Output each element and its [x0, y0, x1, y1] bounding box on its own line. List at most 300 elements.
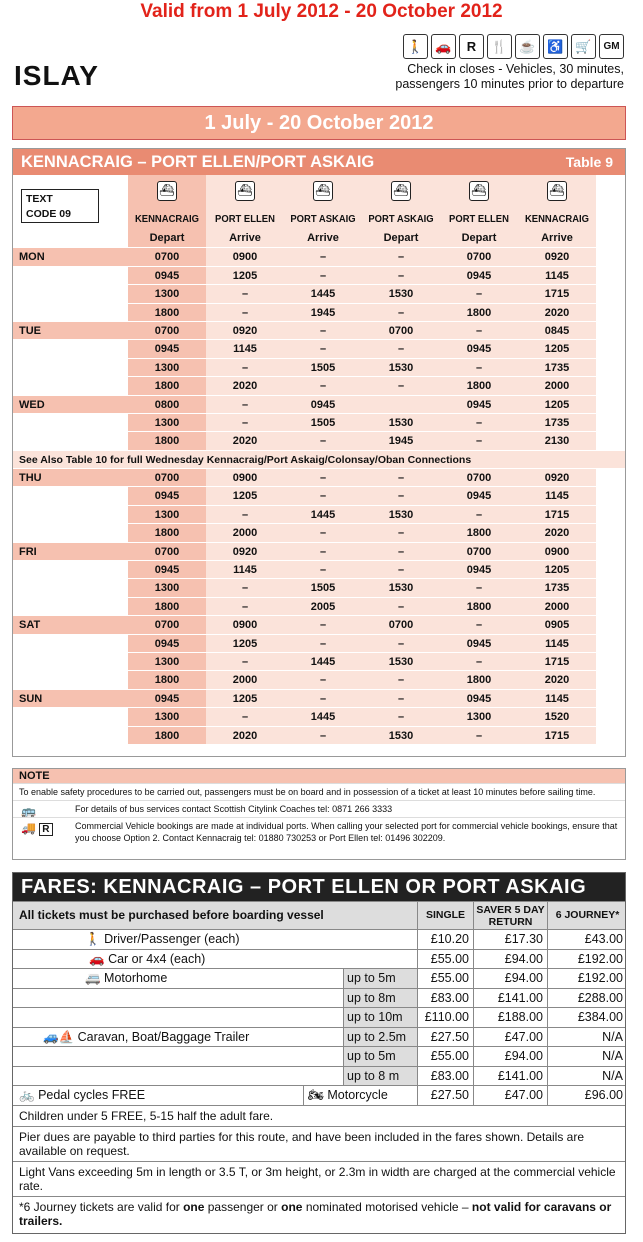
time-cell: 1445 [284, 708, 362, 725]
time-cell: 2020 [206, 377, 284, 394]
time-cell: 1800 [440, 598, 518, 615]
fare-row-motorcycle [13, 1085, 625, 1105]
timetable-row [13, 395, 625, 413]
day-cell [13, 414, 128, 431]
time-cell: 1300 [128, 708, 206, 725]
time-cell: 1800 [440, 524, 518, 541]
shop-icon: 🛒 [571, 34, 596, 59]
motorhome-group [13, 968, 625, 1027]
timetable-row [13, 468, 625, 486]
time-cell: 0900 [206, 469, 284, 486]
fare-saver: £188.00 [473, 1008, 547, 1027]
time-cell: 1445 [284, 653, 362, 670]
timetable-row [13, 578, 625, 596]
fare-size: up to 5m [343, 1047, 417, 1066]
pier-note: Pier dues are payable to third parties for this route, and have been included in the fares shown. Details are available on request. [13, 1126, 625, 1161]
fare-row-driver [13, 929, 625, 949]
time-cell: – [284, 248, 362, 265]
car-icon: 🚗 [89, 951, 105, 966]
time-cell: – [362, 248, 440, 265]
port-column-header [206, 175, 284, 229]
day-cell: WED [13, 396, 128, 413]
time-cell: 1800 [128, 727, 206, 744]
time-cell: 2000 [206, 671, 284, 688]
time-cell: – [284, 543, 362, 560]
time-cell: 0945 [440, 690, 518, 707]
time-cell: 1800 [128, 598, 206, 615]
fare-label [89, 950, 205, 969]
time-cell: 0700 [362, 322, 440, 339]
direction-label: Arrive [518, 229, 596, 247]
time-cell: 0700 [362, 616, 440, 633]
time-cell: – [206, 285, 284, 302]
fare-single: £110.00 [417, 1008, 473, 1027]
port-name: PORT ELLEN [215, 213, 275, 225]
day-cell [13, 671, 128, 688]
time-cell: 1715 [518, 653, 596, 670]
timetable-row [13, 303, 625, 321]
time-cell: 0700 [128, 543, 206, 560]
time-cell: – [284, 524, 362, 541]
day-cell: MON [13, 248, 128, 265]
direction-label: Arrive [284, 229, 362, 247]
wheelchair-icon: ♿ [543, 34, 568, 59]
time-cell: – [362, 304, 440, 321]
time-cell: 0700 [128, 616, 206, 633]
time-cell: 0700 [440, 543, 518, 560]
fare-six: £43.00 [547, 930, 627, 949]
fare-row-car [13, 949, 625, 969]
time-cell: 2020 [206, 727, 284, 744]
fare-six: £96.00 [547, 1086, 627, 1105]
time-cell: 0800 [128, 396, 206, 413]
ferry-icon: ⛴ [313, 181, 333, 201]
time-cell: 1205 [206, 635, 284, 652]
timetable-header [13, 149, 625, 175]
time-cell: 0945 [128, 340, 206, 357]
time-cell: 0920 [206, 322, 284, 339]
time-cell: – [362, 267, 440, 284]
walker-icon: 🚶 [85, 932, 101, 946]
text-code-line-1: TEXT [26, 193, 53, 205]
time-cell: – [206, 579, 284, 596]
passenger-icon: 🚶 [403, 34, 428, 59]
time-cell: 0945 [440, 340, 518, 357]
day-cell [13, 432, 128, 449]
time-cell: – [440, 285, 518, 302]
time-cell: – [284, 432, 362, 449]
time-cell: – [440, 432, 518, 449]
time-cell: – [284, 377, 362, 394]
time-cell: – [206, 708, 284, 725]
time-cell: – [206, 506, 284, 523]
validity-title: Valid from 1 July 2012 - 20 October 2012 [140, 1, 503, 22]
time-cell: 1800 [440, 377, 518, 394]
fare-six: N/A [547, 1028, 627, 1047]
time-cell: 1735 [518, 359, 596, 376]
notes-title: NOTE [13, 769, 625, 783]
time-cell: – [284, 469, 362, 486]
time-cell: – [362, 487, 440, 504]
time-cell: 1445 [284, 285, 362, 302]
time-cell: – [440, 653, 518, 670]
time-cell: 1530 [362, 359, 440, 376]
wednesday-note: See Also Table 10 for full Wednesday Kennacraig/Port Askaig/Colonsay/Oban Connections [13, 450, 625, 468]
time-cell: – [440, 579, 518, 596]
time-cell: 1530 [362, 285, 440, 302]
time-cell: 1505 [284, 579, 362, 596]
fare-six: N/A [547, 1047, 627, 1066]
time-cell: – [284, 267, 362, 284]
fare-saver: £47.00 [473, 1028, 547, 1047]
time-cell: – [206, 396, 284, 413]
facility-icons [403, 34, 624, 59]
fare-row-motorhome [13, 968, 625, 988]
time-cell: – [284, 727, 362, 744]
day-cell [13, 708, 128, 725]
fare-single: £55.00 [417, 969, 473, 988]
car-icon: 🚗 [431, 34, 456, 59]
time-cell: 0945 [440, 561, 518, 578]
fare-six: £384.00 [547, 1008, 627, 1027]
fare-single: £55.00 [417, 950, 473, 969]
port-name: PORT ELLEN [449, 213, 509, 225]
time-cell: – [206, 304, 284, 321]
time-cell: – [206, 598, 284, 615]
time-cell: 1800 [440, 304, 518, 321]
time-cell: – [362, 690, 440, 707]
time-cell: – [206, 359, 284, 376]
notes-box [12, 768, 626, 860]
timetable-row [13, 339, 625, 357]
time-cell: 1145 [206, 340, 284, 357]
time-cell: 2020 [518, 671, 596, 688]
port-column-header [284, 175, 362, 229]
day-cell: THU [13, 469, 128, 486]
time-cell: 1505 [284, 359, 362, 376]
timetable-row [13, 670, 625, 688]
direction-label: Depart [440, 229, 518, 247]
time-cell: – [362, 524, 440, 541]
timetable-row [13, 523, 625, 541]
timetable-row [13, 284, 625, 302]
day-cell [13, 506, 128, 523]
time-cell: – [284, 561, 362, 578]
time-cell: 1300 [440, 708, 518, 725]
time-cell: 2130 [518, 432, 596, 449]
time-cell: 1800 [128, 671, 206, 688]
day-cell: TUE [13, 322, 128, 339]
time-cell: 1300 [128, 506, 206, 523]
pedal-label-text: Pedal cycles FREE [38, 1088, 146, 1102]
time-cell: 1300 [128, 579, 206, 596]
commercial-note [13, 817, 625, 846]
time-cell: – [284, 635, 362, 652]
day-cell [13, 727, 128, 744]
fares-title: FARES: KENNACRAIG – PORT ELLEN OR PORT ASKAIG [13, 873, 625, 901]
time-cell: 1145 [518, 487, 596, 504]
ferry-icon: ⛴ [547, 181, 567, 201]
restaurant-icon: 🍴 [487, 34, 512, 59]
day-cell [13, 487, 128, 504]
pedal-label [19, 1086, 145, 1105]
fare-single: £55.00 [417, 1047, 473, 1066]
day-cell [13, 267, 128, 284]
time-cell: 1300 [128, 653, 206, 670]
col-saver: SAVER 5 DAY RETURN [473, 902, 547, 929]
fare-label [85, 930, 240, 949]
time-cell: 0945 [440, 396, 518, 413]
six-note-f: not valid for caravans or trailers. [19, 1199, 612, 1228]
timetable-row [13, 615, 625, 633]
text-code-line-2: CODE 09 [26, 208, 71, 220]
time-cell: 1300 [128, 414, 206, 431]
fare-saver: £94.00 [473, 950, 547, 969]
fare-label-text: Motorhome [104, 971, 168, 985]
caravan-group [13, 1027, 625, 1086]
day-cell: SUN [13, 690, 128, 707]
time-cell: 1800 [128, 432, 206, 449]
time-cell: 1205 [518, 396, 596, 413]
time-cell: – [206, 653, 284, 670]
timetable-body [13, 247, 625, 744]
text-code [21, 189, 99, 223]
time-cell: 1800 [128, 524, 206, 541]
time-cell: – [362, 708, 440, 725]
time-cell: 0945 [440, 635, 518, 652]
day-cell [13, 285, 128, 302]
time-cell: 1530 [362, 727, 440, 744]
direction-label: Depart [128, 229, 206, 247]
time-cell: 1530 [362, 414, 440, 431]
time-cell: 2000 [518, 377, 596, 394]
time-cell: 1520 [518, 708, 596, 725]
time-cell: 1800 [440, 671, 518, 688]
fare-row-motorhome [13, 1007, 625, 1027]
day-cell [13, 359, 128, 376]
timetable-row [13, 542, 625, 560]
timetable-row [13, 560, 625, 578]
time-cell: – [206, 414, 284, 431]
timetable-row [13, 486, 625, 504]
port-column-header [362, 175, 440, 229]
six-note-a: *6 Journey tickets are valid for [19, 1199, 184, 1214]
time-cell: 1530 [362, 506, 440, 523]
timetable-row [13, 321, 625, 339]
time-cell: – [440, 727, 518, 744]
time-cell: 1145 [518, 635, 596, 652]
time-cell: – [440, 414, 518, 431]
time-cell: 2020 [518, 304, 596, 321]
timetable-row [13, 431, 625, 449]
timetable-row [13, 707, 625, 725]
day-cell [13, 340, 128, 357]
timetable [12, 148, 626, 757]
coffee-icon: ☕ [515, 34, 540, 59]
port-name: PORT ASKAIG [290, 213, 356, 225]
time-cell: 1945 [284, 304, 362, 321]
col-single: SINGLE [417, 902, 473, 929]
motorcycle-icon: 🏍 [308, 1088, 324, 1102]
time-cell: 0945 [128, 267, 206, 284]
timetable-row [13, 597, 625, 615]
timetable-row [13, 505, 625, 523]
timetable-row [13, 726, 625, 744]
fare-label-text: Caravan, Boat/Baggage Trailer [77, 1029, 250, 1044]
direction-row [13, 229, 625, 247]
six-note-b: one [183, 1199, 205, 1214]
ferry-icon: ⛴ [469, 181, 489, 201]
fare-size: up to 2.5m [343, 1028, 417, 1047]
time-cell: 1945 [362, 432, 440, 449]
six-note-e: nominated motorised vehicle – [302, 1199, 472, 1214]
checkin-info [395, 62, 624, 92]
fares-table [12, 872, 626, 1234]
time-cell: 0700 [128, 248, 206, 265]
motorcycle-label [303, 1086, 417, 1105]
port-column-header [440, 175, 518, 229]
time-cell: 1205 [518, 561, 596, 578]
bus-note-text: For details of bus services contact Scottish Citylink Coaches tel: 0871 266 3333 [75, 804, 393, 814]
fare-row-caravan [13, 1066, 625, 1086]
time-cell: 0945 [128, 690, 206, 707]
time-cell: – [362, 671, 440, 688]
time-cell: 1300 [128, 359, 206, 376]
time-cell: 1205 [518, 340, 596, 357]
day-cell [13, 304, 128, 321]
fare-single: £27.50 [417, 1028, 473, 1047]
time-cell: – [362, 598, 440, 615]
time-cell: 1715 [518, 727, 596, 744]
timetable-row [13, 652, 625, 670]
time-cell: 0945 [128, 561, 206, 578]
timetable-row [13, 247, 625, 265]
time-cell: 1505 [284, 414, 362, 431]
time-cell: – [284, 340, 362, 357]
motorcycle-label-text: Motorcycle [327, 1088, 388, 1102]
checkin-line-2: passengers 10 minutes prior to departure [395, 77, 624, 91]
checkin-line-1: Check in closes - Vehicles, 30 minutes, [407, 62, 624, 76]
fare-label [85, 969, 167, 988]
fare-size: up to 8 m [343, 1067, 417, 1086]
time-cell: 0945 [440, 487, 518, 504]
fare-six: £192.00 [547, 950, 627, 969]
time-cell: – [440, 506, 518, 523]
day-cell [13, 598, 128, 615]
fare-six: £288.00 [547, 989, 627, 1008]
time-cell: 1445 [284, 506, 362, 523]
time-cell: – [362, 635, 440, 652]
time-cell: 1715 [518, 506, 596, 523]
timetable-row [13, 266, 625, 284]
time-cell: – [362, 543, 440, 560]
fare-single: £83.00 [417, 1067, 473, 1086]
fare-label-text: Car or 4x4 (each) [108, 951, 206, 966]
direction-label: Depart [362, 229, 440, 247]
timetable-row [13, 634, 625, 652]
time-cell: 0700 [440, 248, 518, 265]
port-column-header [518, 175, 596, 229]
fare-size: up to 10m [343, 1008, 417, 1027]
time-cell: 1300 [128, 285, 206, 302]
fare-single: £10.20 [417, 930, 473, 949]
fare-six: £192.00 [547, 969, 627, 988]
time-cell: – [362, 469, 440, 486]
fare-label [43, 1028, 249, 1047]
bus-note [13, 800, 625, 817]
time-cell: – [440, 359, 518, 376]
time-cell: – [284, 616, 362, 633]
reservation-r-icon: R [39, 823, 52, 836]
time-cell: – [440, 616, 518, 633]
port-column-header [128, 175, 206, 229]
port-name: KENNACRAIG [134, 213, 200, 225]
ferry-icon: ⛴ [157, 181, 177, 201]
time-cell: 2000 [206, 524, 284, 541]
time-cell: 0700 [440, 469, 518, 486]
time-cell: 2005 [284, 598, 362, 615]
time-cell: – [284, 487, 362, 504]
ferry-icon: ⛴ [391, 181, 411, 201]
time-cell: 0900 [206, 248, 284, 265]
day-cell [13, 579, 128, 596]
time-cell: 1735 [518, 579, 596, 596]
time-cell: 2020 [518, 524, 596, 541]
fare-size: up to 5m [343, 969, 417, 988]
ferry-icon: ⛴ [235, 181, 255, 201]
bus-icon: 🚌 [21, 804, 36, 818]
time-cell: 0945 [128, 635, 206, 652]
fare-saver: £17.30 [473, 930, 547, 949]
fares-header-label: All tickets must be purchased before boarding vessel [19, 908, 324, 922]
fare-single: £83.00 [417, 989, 473, 1008]
day-cell [13, 561, 128, 578]
time-cell: 1145 [206, 561, 284, 578]
time-cell: 1205 [206, 487, 284, 504]
fare-saver: £47.00 [473, 1086, 547, 1105]
table-number: Table 9 [565, 154, 613, 170]
time-cell: 1205 [206, 267, 284, 284]
commercial-note-text: Commercial Vehicle bookings are made at individual ports. When calling your selected port for commercial vehicle bookings, ensure that you choose Option 2. Contact Kennacraig tel: 01880 730253 or Port Ellen tel: 01496 302209. [75, 821, 618, 843]
fare-single: £27.50 [417, 1086, 473, 1105]
time-cell: 0920 [518, 248, 596, 265]
time-cell: 2000 [518, 598, 596, 615]
fare-six: N/A [547, 1067, 627, 1086]
fare-label-text: Driver/Passenger (each) [104, 932, 240, 946]
six-note-c: passenger or [204, 1199, 282, 1214]
time-cell: 0900 [206, 616, 284, 633]
time-cell: 1800 [128, 304, 206, 321]
port-name: PORT ASKAIG [368, 213, 434, 225]
motorhome-icon: 🚐 [85, 971, 105, 985]
col-six-journey: 6 JOURNEY* [547, 902, 627, 929]
time-cell [362, 396, 440, 413]
time-cell: 0920 [206, 543, 284, 560]
time-cell: 2020 [206, 432, 284, 449]
time-cell: 1145 [518, 267, 596, 284]
time-cell: – [284, 690, 362, 707]
time-cell: – [362, 377, 440, 394]
time-cell: 0945 [284, 396, 362, 413]
fare-saver: £141.00 [473, 1067, 547, 1086]
six-journey-note [13, 1196, 625, 1231]
period-bar: 1 July - 20 October 2012 [12, 106, 626, 140]
day-cell [13, 524, 128, 541]
fare-saver: £94.00 [473, 1047, 547, 1066]
time-cell: 1800 [128, 377, 206, 394]
time-cell: 0945 [128, 487, 206, 504]
caravan-trailer-icon: 🚙⛵ [43, 1029, 78, 1044]
